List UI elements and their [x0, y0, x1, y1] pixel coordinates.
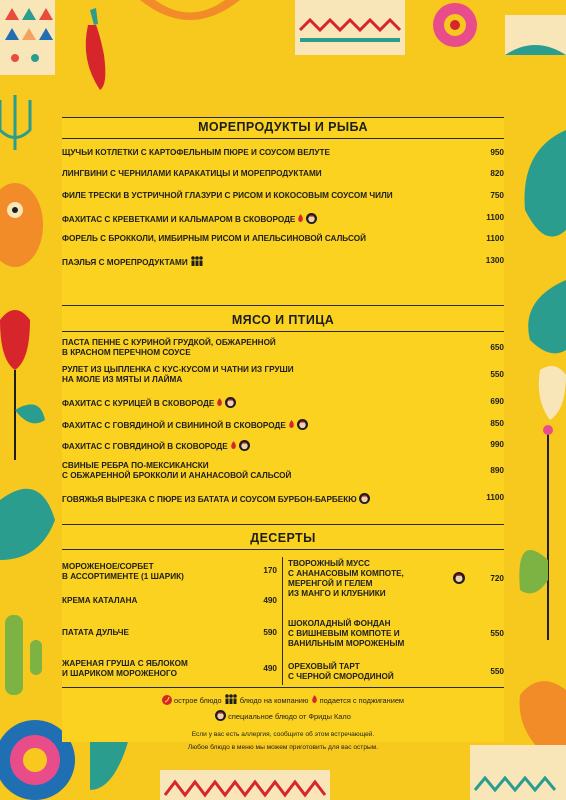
item-name: ПАЭЛЬЯ С МОРЕПРОДУКТАМИ: [62, 258, 188, 267]
dessert-item: [62, 596, 277, 606]
item-name-line2: И ШАРИКОМ МОРОЖЕНОГО: [62, 669, 177, 678]
item-name-line1: ПАСТА ПЕННЕ С КУРИНОЙ ГРУДКОЙ, ОБЖАРЕННОЙ: [62, 338, 276, 347]
item-name: КРЕМА КАТАЛАНА: [62, 596, 138, 605]
divider: [62, 117, 504, 118]
item-name: ФОРЕЛЬ С БРОККОЛИ, ИМБИРНЫМ РИСОМ И АПЕЛЬСИНОВОЙ САЛЬСОЙ: [62, 234, 366, 243]
item-name-line3: МЕРЕНГОЙ И ГЕЛЕМ: [288, 579, 373, 588]
item-price: 170: [263, 566, 277, 575]
legend-flamed: подается с поджиганием: [319, 696, 405, 705]
spicy-note: Любое блюдо в меню мы можем приготовить для вас острым.: [187, 744, 379, 751]
item-name: ФИЛЕ ТРЕСКИ В УСТРИЧНОЙ ГЛАЗУРИ С РИСОМ И КОКОСОВЫМ СОУСОМ ЧИЛИ: [62, 191, 393, 200]
dessert-item: [62, 659, 277, 679]
section-title-meat: МЯСО И ПТИЦА: [231, 313, 335, 327]
divider: [62, 331, 504, 332]
leaf-right-mid: [528, 280, 566, 353]
fire-icon: [311, 695, 318, 704]
item-name-line1: РУЛЕТ ИЗ ЦЫПЛЕНКА С КУС-КУСОМ И ЧАТНИ ИЗ ГРУШИ: [62, 365, 294, 374]
legend: [62, 694, 504, 705]
item-price: 590: [263, 628, 277, 637]
item-name-line1: СВИНЫЕ РЕБРА ПО-МЕКСИКАНСКИ: [62, 461, 209, 470]
item-name-line2: С АНАНАСОВЫМ КОМПОТЕ,: [288, 569, 404, 578]
item-name: ЩУЧЬИ КОТЛЕТКИ С КАРТОФЕЛЬНЫМ ПЮРЕ И СОУСОМ ВЕЛУТЕ: [62, 148, 330, 157]
item-name: ФАХИТАС С КУРИЦЕЙ В СКОВОРОДЕ: [62, 399, 215, 408]
dessert-item: [288, 662, 504, 682]
folk-pattern-top-left: [0, 0, 55, 75]
item-price: 550: [490, 629, 504, 638]
leaf-right-low: [519, 550, 548, 593]
bird-illustration: [0, 183, 43, 267]
item-name-line1: ОРЕХОВЫЙ ТАРТ: [288, 662, 360, 671]
fire-icon: [288, 420, 295, 429]
fire-icon: [297, 214, 304, 223]
item-name: ЛИНГВИНИ С ЧЕРНИЛАМИ КАРАКАТИЦЫ И МОРЕПРОДУКТАМИ: [62, 169, 322, 178]
item-name-line1: ТВОРОЖНЫЙ МУСС: [288, 559, 370, 568]
item-price: 850: [490, 419, 504, 428]
frida-icon: [239, 440, 250, 451]
item-price: 1100: [486, 493, 504, 502]
item-price: 750: [490, 191, 504, 200]
divider: [62, 549, 504, 550]
frida-icon: [215, 710, 226, 721]
divider: [62, 687, 504, 688]
divider: [62, 138, 504, 139]
legend-spicy: острое блюдо: [174, 696, 222, 705]
dessert-item: [62, 628, 277, 638]
item-name-line2: С ОБЖАРЕННОЙ БРОККОЛИ И АНАНАСОВОЙ САЛЬСОЙ: [62, 471, 292, 480]
legend-frida-row: [62, 710, 504, 721]
item-price: 1100: [486, 213, 504, 222]
spicy-icon: [162, 695, 172, 705]
chili-pepper: [86, 8, 106, 90]
fire-icon: [216, 398, 223, 407]
item-name: ПАТАТА ДУЛЬЧЕ: [62, 628, 129, 637]
item-price: 550: [490, 370, 504, 379]
divider: [62, 305, 504, 306]
dessert-item: [288, 559, 504, 599]
item-name: ФАХИТАС С ГОВЯДИНОЙ В СКОВОРОДЕ: [62, 442, 228, 451]
candelabra: [0, 95, 30, 150]
item-name-line4: ИЗ МАНГО И КЛУБНИКИ: [288, 589, 386, 598]
item-price: 550: [490, 667, 504, 676]
leaf-right-top: [525, 130, 566, 237]
item-name: ГОВЯЖЬЯ ВЫРЕЗКА С ПЮРЕ ИЗ БАТАТА И СОУСОМ БУРБОН-БАРБЕКЮ: [62, 495, 357, 504]
dessert-item: [62, 562, 277, 582]
item-name-line2: В КРАСНОМ ПЕРЕЧНОМ СОУСЕ: [62, 348, 191, 357]
pod-right: [539, 366, 566, 420]
section-title-seafood: МОРЕПРОДУКТЫ И РЫБА: [198, 120, 368, 134]
item-name: ФАХИТАС С ГОВЯДИНОЙ И СВИНИНОЙ В СКОВОРОДЕ: [62, 421, 286, 430]
item-price: 490: [263, 596, 277, 605]
flower-top-right: [433, 3, 477, 47]
leaf-left: [0, 489, 55, 560]
frida-icon: [359, 493, 370, 504]
group-icon: [224, 694, 238, 704]
cactus: [5, 615, 42, 695]
item-price: 1100: [486, 234, 504, 243]
bowl-illustration: [140, 0, 240, 20]
item-name: ФАХИТАС С КРЕВЕТКАМИ И КАЛЬМАРОМ В СКОВОРОДЕ: [62, 215, 296, 224]
item-price: 490: [263, 664, 277, 673]
item-name-line1: ШОКОЛАДНЫЙ ФОНДАН: [288, 619, 391, 628]
item-price: 990: [490, 440, 504, 449]
item-price: 890: [490, 466, 504, 475]
frida-icon: [453, 572, 465, 584]
item-price: 650: [490, 343, 504, 352]
heart-right: [520, 681, 566, 770]
item-name-line2: С ЧЕРНОЙ СМОРОДИНОЙ: [288, 672, 394, 681]
item-name-line2: В АССОРТИМЕНТЕ (1 ШАРИК): [62, 572, 184, 581]
item-price: 950: [490, 148, 504, 157]
item-price: 720: [490, 574, 504, 583]
item-price: 1300: [485, 256, 504, 265]
item-price: 820: [490, 169, 504, 178]
section-title-desserts: ДЕСЕРТЫ: [250, 531, 316, 545]
frida-icon: [306, 213, 317, 224]
divider: [62, 524, 504, 525]
legend-frida: специальное блюдо от Фриды Кало: [228, 712, 351, 721]
item-name-line1: МОРОЖЕНОЕ/СОРБЕТ: [62, 562, 154, 571]
item-name-line1: ЖАРЕНАЯ ГРУША С ЯБЛОКОМ: [62, 659, 188, 668]
menu-panel: [62, 117, 504, 742]
item-name-line2: НА МОЛЕ ИЗ МЯТЫ И ЛАЙМА: [62, 375, 183, 384]
column-divider: [282, 557, 283, 685]
item-price: 690: [490, 397, 504, 406]
frida-icon: [297, 419, 308, 430]
group-icon: [190, 256, 204, 266]
allergy-note: Если у вас есть аллергия, сообщите об этом встречающей.: [191, 731, 375, 738]
item-name-line2: С ВИШНЕВЫМ КОМПОТЕ И: [288, 629, 400, 638]
fire-icon: [230, 441, 237, 450]
item-name-line3: ВАНИЛЬНЫМ МОРОЖЕНЫМ: [288, 639, 405, 648]
dessert-item: [288, 619, 504, 649]
tulip-left: [0, 310, 45, 460]
legend-group: блюдо на компанию: [239, 696, 309, 705]
frida-icon: [225, 397, 236, 408]
